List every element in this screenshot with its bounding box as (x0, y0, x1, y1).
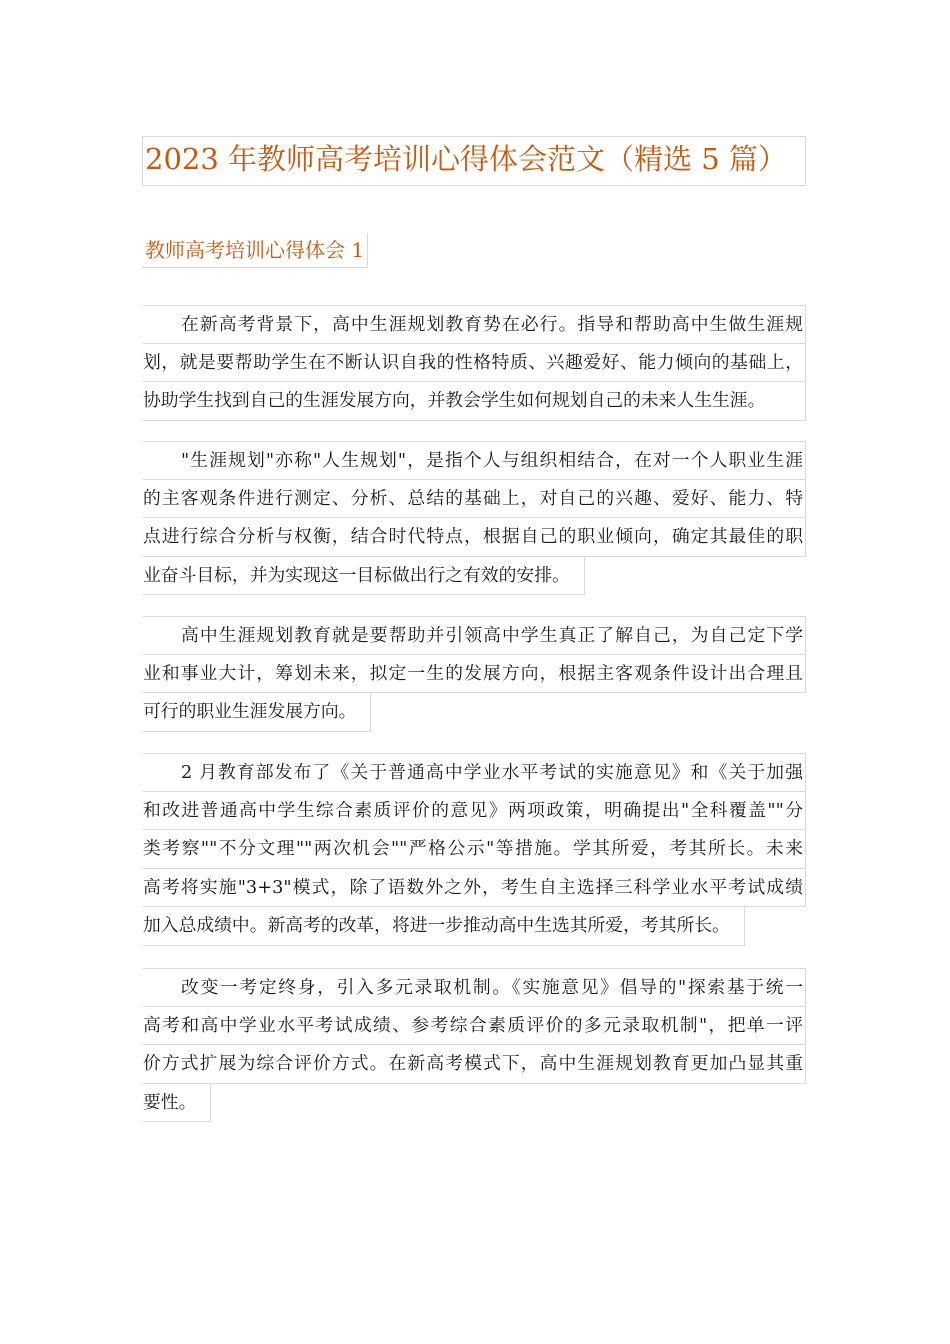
paragraph-line: 加入总成绩中。新高考的改革，将进一步推动高中生选其所爱，考其所长。 (143, 907, 745, 946)
paragraph-line: 点进行综合分析与权衡，结合时代特点，根据自己的职业倾向，确定其最佳的职 (143, 518, 806, 557)
paragraph-line: 划，就是要帮助学生在不断认识自我的性格特质、兴趣爱好、能力倾向的基础上， (143, 344, 806, 383)
paragraph-line: 高中生涯规划教育就是要帮助并引领高中学生真正了解自己，为自己定下学 (143, 616, 806, 655)
paragraph-3 (143, 616, 813, 746)
paragraph-line: 要性。 (143, 1084, 211, 1123)
page-title: 2023 年教师高考培训心得体会范文（精选 5 篇） (142, 136, 806, 186)
paragraph-line: 价方式扩展为综合评价方式。在新高考模式下，高中生涯规划教育更加凸显其重 (143, 1045, 806, 1084)
paragraph-line: 业奋斗目标，并为实现这一目标做出行之有效的安排。 (143, 557, 585, 596)
paragraph-line: "生涯规划"亦称"人生规划"，是指个人与组织相结合，在对一个人职业生涯 (143, 441, 806, 480)
paragraph-line: 2 月教育部发布了《关于普通高中学业水平考试的实施意见》和《关于加强 (143, 753, 806, 792)
paragraph-line: 高考将实施"3+3"模式，除了语数外之外，考生自主选择三科学业水平考试成绩 (143, 869, 806, 908)
paragraph-line: 类考察""不分文理""两次机会""严格公示"等措施。学其所爱，考其所长。未来 (143, 830, 806, 869)
paragraph-line: 协助学生找到自己的生涯发展方向，并教会学生如何规划自己的未来人生生涯。 (143, 382, 806, 421)
paragraph-line: 的主客观条件进行测定、分析、总结的基础上，对自己的兴趣、爱好、能力、特 (143, 480, 806, 519)
paragraph-line: 改变一考定终身，引入多元录取机制。《实施意见》倡导的"探索基于统一 (143, 968, 806, 1007)
paragraph-2 (143, 441, 813, 610)
paragraph-5 (143, 968, 813, 1137)
paragraph-line: 高考和高中学业水平考试成绩、参考综合素质评价的多元录取机制"，把单一评 (143, 1007, 806, 1046)
paragraph-line: 业和事业大计，筹划未来，拟定一生的发展方向，根据主客观条件设计出合理且 (143, 655, 806, 694)
paragraph-line: 在新高考背景下，高中生涯规划教育势在必行。指导和帮助高中生做生涯规 (143, 305, 806, 344)
section-heading: 教师高考培训心得体会 1 (142, 233, 368, 268)
paragraph-line: 可行的职业生涯发展方向。 (143, 693, 371, 732)
paragraph-4 (143, 753, 813, 960)
paragraph-1 (143, 305, 813, 421)
paragraph-line: 和改进普通高中学生综合素质评价的意见》两项政策，明确提出"全科覆盖""分 (143, 792, 806, 831)
